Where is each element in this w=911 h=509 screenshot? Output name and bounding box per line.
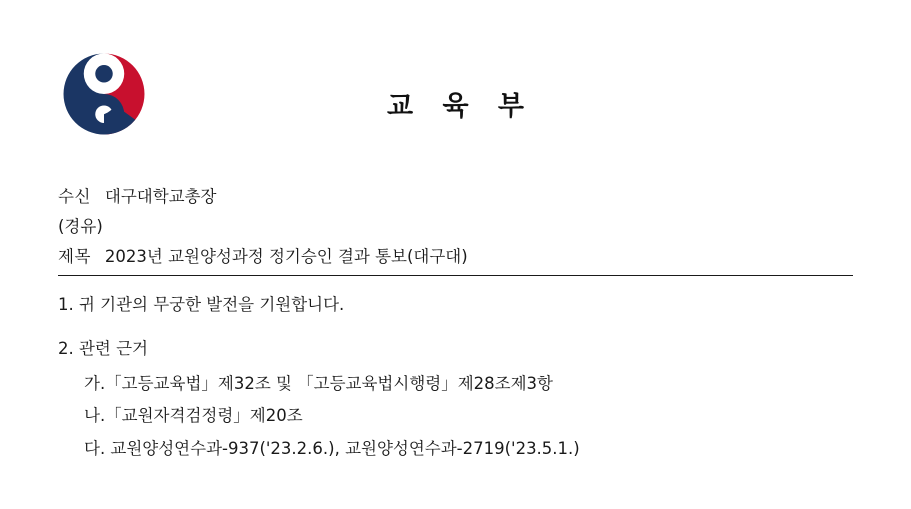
via-row: (경유) bbox=[58, 216, 103, 236]
recipient-value: 대구대학교총장 bbox=[104, 187, 217, 206]
document-body bbox=[58, 293, 858, 470]
subject-row bbox=[58, 242, 853, 275]
recipient-label: 수신 bbox=[58, 187, 91, 206]
recipient-row bbox=[58, 182, 853, 212]
body-item-2a: 가.「고등교육법」제32조 및 「고등교육법시행령」제28조제3항 bbox=[84, 373, 553, 393]
body-item-2: 2. 관련 근거 bbox=[58, 338, 148, 358]
document-header bbox=[0, 0, 911, 168]
subject-label: 제목 bbox=[58, 246, 91, 266]
body-item-2c: 다. 교원양성연수과-937('23.2.6.), 교원양성연수과-2719('23.5.1.) bbox=[84, 439, 580, 458]
header-divider bbox=[58, 275, 853, 276]
organization-title: 교 육 부 bbox=[386, 91, 535, 122]
subject-value: 2023년 교원양성과정 정기승인 결과 통보(대구대) bbox=[104, 246, 468, 266]
body-item-2b: 나.「교원자격검정령」제20조 bbox=[84, 406, 303, 426]
body-item-1: 1. 귀 기관의 무궁한 발전을 기원합니다. bbox=[58, 295, 345, 314]
document-meta-block bbox=[58, 182, 853, 276]
